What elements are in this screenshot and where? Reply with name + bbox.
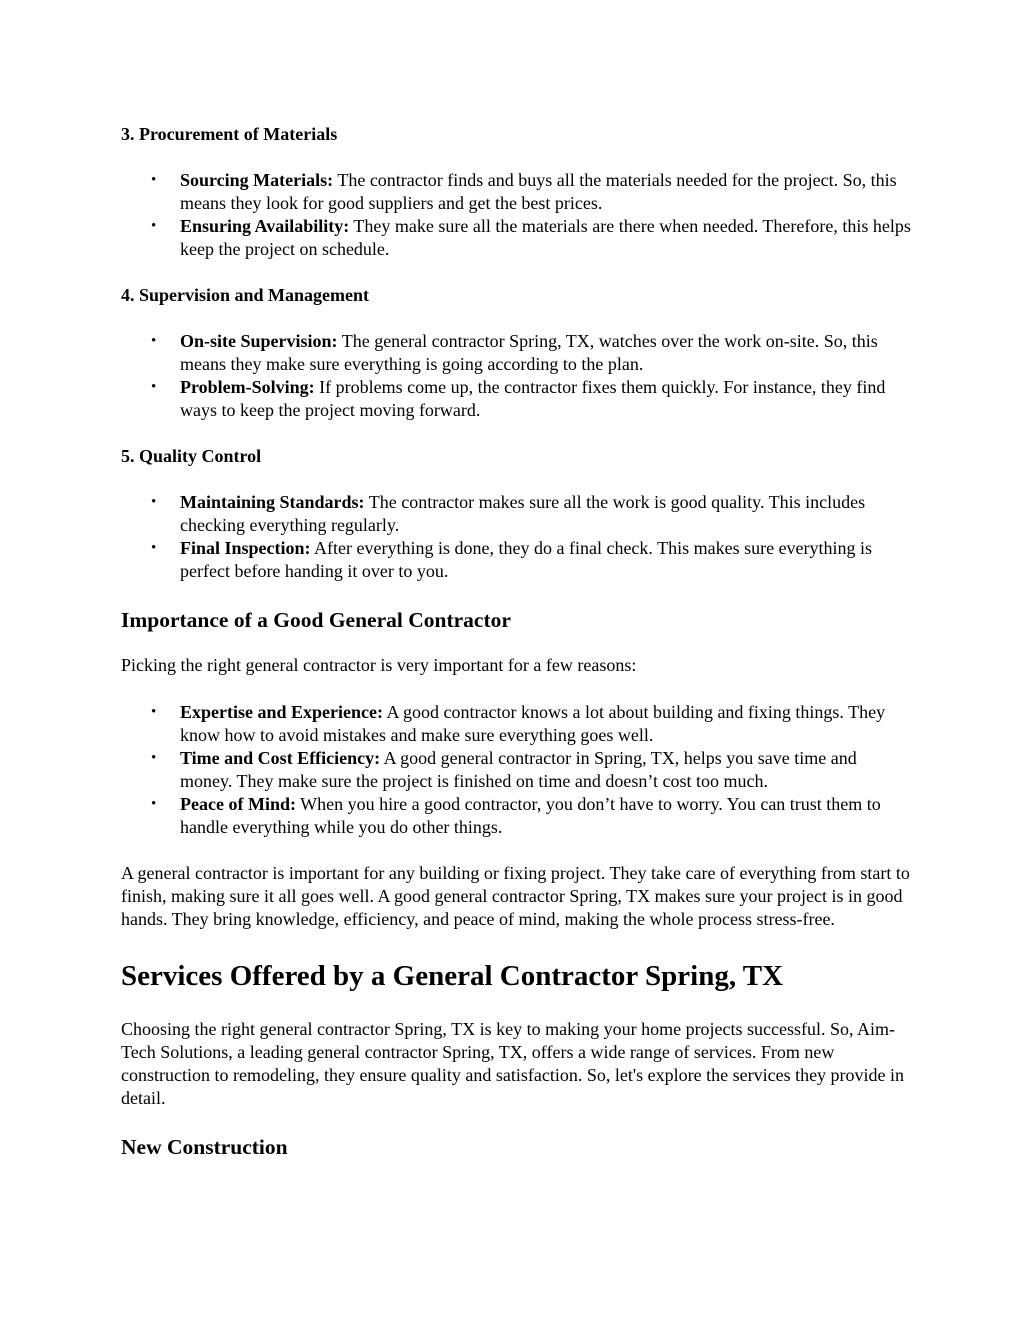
list-item [121,793,911,839]
list-item-text: The contractor makes sure all the work is good quality. This includes checking everything regularly. [180,492,866,535]
list-item-text: When you hire a good contractor, you don’t have to worry. You can trust them to handle everything while you do other things. [180,794,881,837]
list-item [121,215,911,261]
list-item [121,169,911,215]
bullet-icon: • [151,494,157,510]
list-item-term: Sourcing Materials: [180,170,334,190]
supervision-list [121,330,911,422]
list-item-term: Maintaining Standards: [180,492,365,512]
list-item-term: Final Inspection: [180,538,311,558]
bullet-icon: • [151,750,157,766]
bullet-icon: • [151,704,157,720]
importance-closing: A general contractor is important for any building or fixing project. They take care of everything from start to finish, making sure it all goes well. A good general contractor Spring, TX makes sure your project is in good hands. They bring knowledge, efficiency, and peace of mind, making the whole process stress-free. [121,863,910,929]
services-heading: Services Offered by a General Contractor Spring, TX [121,960,784,992]
list-item-term: Ensuring Availability: [180,216,350,236]
importance-intro: Picking the right general contractor is very important for a few reasons: [121,655,637,675]
services-intro: Choosing the right general contractor Spring, TX is key to making your home projects successful. So, Aim-Tech Solutions, a leading general contractor Spring, TX, offers a wide range of services. From new construction to remodeling, they ensure quality and satisfaction. So, let's explore the services they provide in detail. [121,1019,905,1108]
bullet-icon: • [151,540,157,556]
document-page [121,123,911,1160]
list-item [121,491,911,537]
list-item-text: They make sure all the materials are there when needed. Therefore, this helps keep the project on schedule. [180,216,911,259]
quality-list [121,491,911,583]
list-item-term: Expertise and Experience: [180,702,383,722]
section-heading-supervision: 4. Supervision and Management [121,285,370,305]
importance-heading: Importance of a Good General Contractor [121,608,511,632]
list-item-term: Peace of Mind: [180,794,296,814]
procurement-list [121,169,911,261]
list-item-term: On-site Supervision: [180,331,338,351]
list-item [121,330,911,376]
list-item-term: Time and Cost Efficiency: [180,748,381,768]
bullet-icon: • [151,172,157,188]
list-item-text: A good contractor knows a lot about building and fixing things. They know how to avoid mistakes and make sure everything goes well. [180,702,886,745]
list-item-text: The contractor finds and buys all the materials needed for the project. So, this means they look for good suppliers and get the best prices. [180,170,897,213]
bullet-icon: • [151,379,157,395]
list-item-text: If problems come up, the contractor fixes them quickly. For instance, they find ways to keep the project moving forward. [180,377,886,420]
list-item-text: A good general contractor in Spring, TX, helps you save time and money. They make sure the project is finished on time and doesn’t cost too much. [180,748,857,791]
list-item [121,376,911,422]
bullet-icon: • [151,218,157,234]
list-item-text: The general contractor Spring, TX, watches over the work on-site. So, this means they make sure everything is going according to the plan. [180,331,878,374]
importance-list [121,701,911,839]
section-heading-procurement: 3. Procurement of Materials [121,124,338,144]
new-construction-heading: New Construction [121,1135,288,1159]
list-item-term: Problem-Solving: [180,377,315,397]
list-item-text: After everything is done, they do a final check. This makes sure everything is perfect before handing it over to you. [180,538,873,581]
list-item [121,701,911,747]
list-item [121,747,911,793]
list-item [121,537,911,583]
bullet-icon: • [151,333,157,349]
section-heading-quality: 5. Quality Control [121,446,262,466]
bullet-icon: • [151,796,157,812]
